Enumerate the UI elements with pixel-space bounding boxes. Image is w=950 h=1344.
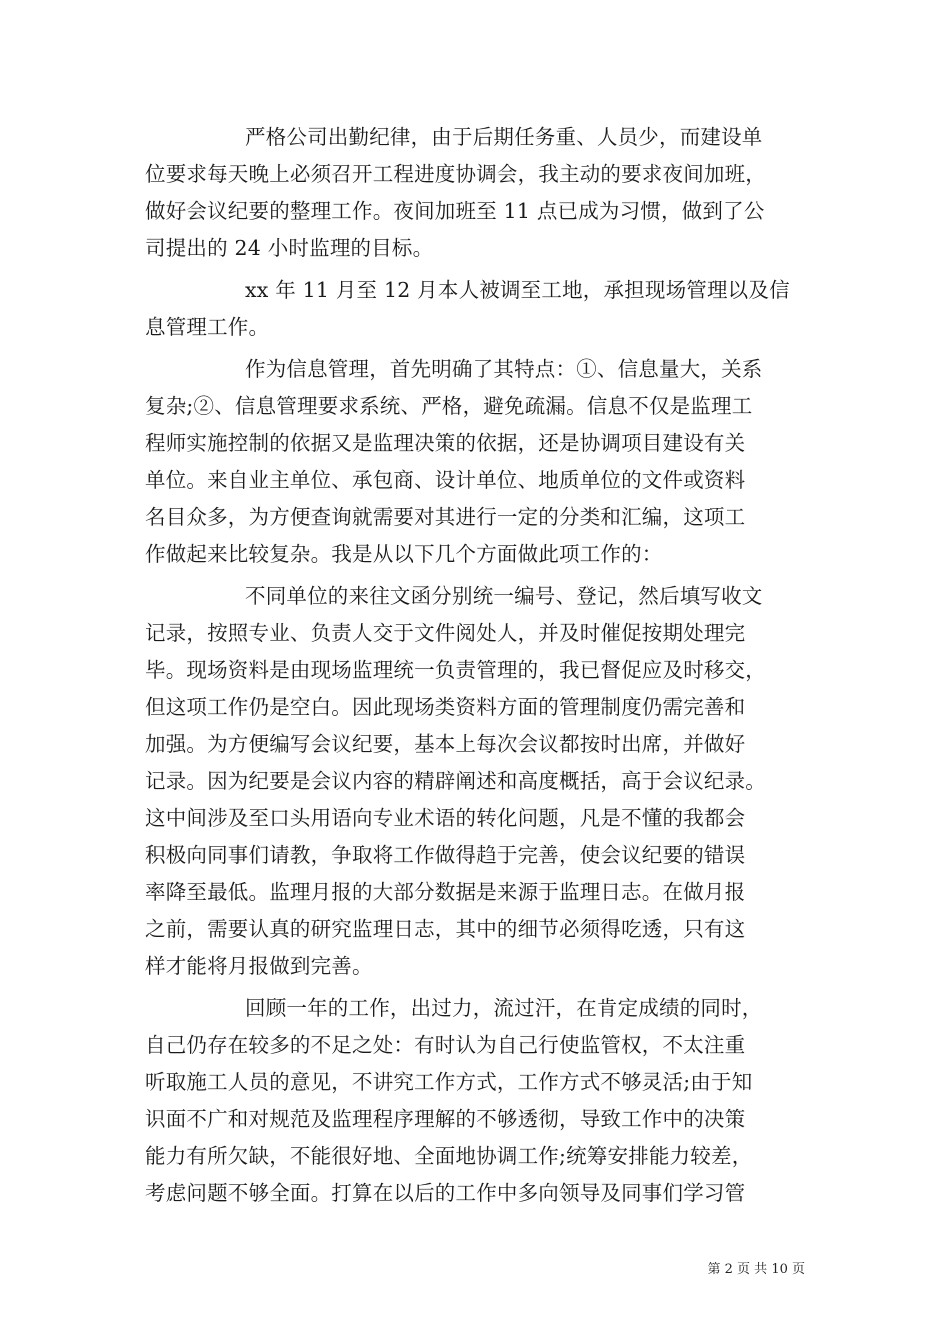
text-line: 名目众多，为方便查询就需要对其进行一定的分类和汇编，这项工 xyxy=(145,505,746,529)
paragraph-correspondence xyxy=(145,578,805,985)
text-line: 识面不广和对规范及监理程序理解的不够透彻，导致工作中的决策 xyxy=(145,1107,746,1131)
text-line: 自己仍存在较多的不足之处：有时认为自己行使监管权，不太注重 xyxy=(145,1033,746,1057)
text-line: 记录，按照专业、负责人交于文件阅处人，并及时催促按期处理完 xyxy=(145,621,746,645)
text-line: xx 年 11 月至 12 月本人被调至工地，承担现场管理以及信 xyxy=(245,278,790,302)
text-line: 但这项工作仍是空白。因此现场类资料方面的管理制度仍需完善和 xyxy=(145,695,746,719)
text-line: 做好会议纪要的整理工作。夜间加班至 11 点已成为习惯，做到了公 xyxy=(145,199,765,223)
text-line: 考虑问题不够全面。打算在以后的工作中多向领导及同事们学习管 xyxy=(145,1181,746,1205)
text-line: 之前，需要认真的研究监理日志，其中的细节必须得吃透，只有这 xyxy=(145,917,746,941)
paragraph-attendance xyxy=(145,119,805,267)
text-line: 作做起来比较复杂。我是从以下几个方面做此项工作的： xyxy=(145,542,663,566)
text-line: 作为信息管理，首先明确了其特点：①、信息量大，关系 xyxy=(245,357,763,381)
paragraph-review xyxy=(145,990,805,1212)
text-line: 程师实施控制的依据又是监理决策的依据，还是协调项目建设有关 xyxy=(145,431,746,455)
paragraph-information-management xyxy=(145,351,805,573)
text-line: 加强。为方便编写会议纪要，基本上每次会议都按时出席，并做好 xyxy=(145,732,746,756)
text-line: 司提出的 24 小时监理的目标。 xyxy=(145,236,434,260)
text-line: 位要求每天晚上必须召开工程进度协调会，我主动的要求夜间加班， xyxy=(145,162,766,186)
text-line: 能力有所欠缺，不能很好地、全面地协调工作;统筹安排能力较差， xyxy=(145,1144,753,1168)
text-line: 毕。现场资料是由现场监理统一负责管理的，我已督促应及时移交， xyxy=(145,658,766,682)
text-line: 复杂;②、信息管理要求系统、严格，避免疏漏。信息不仅是监理工 xyxy=(145,394,753,418)
document-body xyxy=(145,119,805,1217)
text-line: 率降至最低。监理月报的大部分数据是来源于监理日志。在做月报 xyxy=(145,880,746,904)
text-line: 听取施工人员的意见，不讲究工作方式，工作方式不够灵活;由于知 xyxy=(145,1070,753,1094)
text-line: 不同单位的来往文函分别统一编号、登记，然后填写收文 xyxy=(245,584,763,608)
text-line: 回顾一年的工作，出过力，流过汗，在肯定成绩的同时， xyxy=(245,996,763,1020)
text-line: 这中间涉及至口头用语向专业术语的转化问题，凡是不懂的我都会 xyxy=(145,806,746,830)
text-line: 样才能将月报做到完善。 xyxy=(145,954,373,978)
page-number-footer: 第 2 页 共 10 页 xyxy=(707,1262,805,1277)
text-line: 积极向同事们请教，争取将工作做得趋于完善，使会议纪要的错误 xyxy=(145,843,746,867)
text-line: 记录。因为纪要是会议内容的精辟阐述和高度概括，高于会议纪录。 xyxy=(145,769,766,793)
text-line: 单位。来自业主单位、承包商、设计单位、地质单位的文件或资料 xyxy=(145,468,746,492)
text-line: 息管理工作。 xyxy=(145,315,270,339)
paragraph-transfer xyxy=(145,272,805,346)
text-line: 严格公司出勤纪律，由于后期任务重、人员少，而建设单 xyxy=(245,125,763,149)
